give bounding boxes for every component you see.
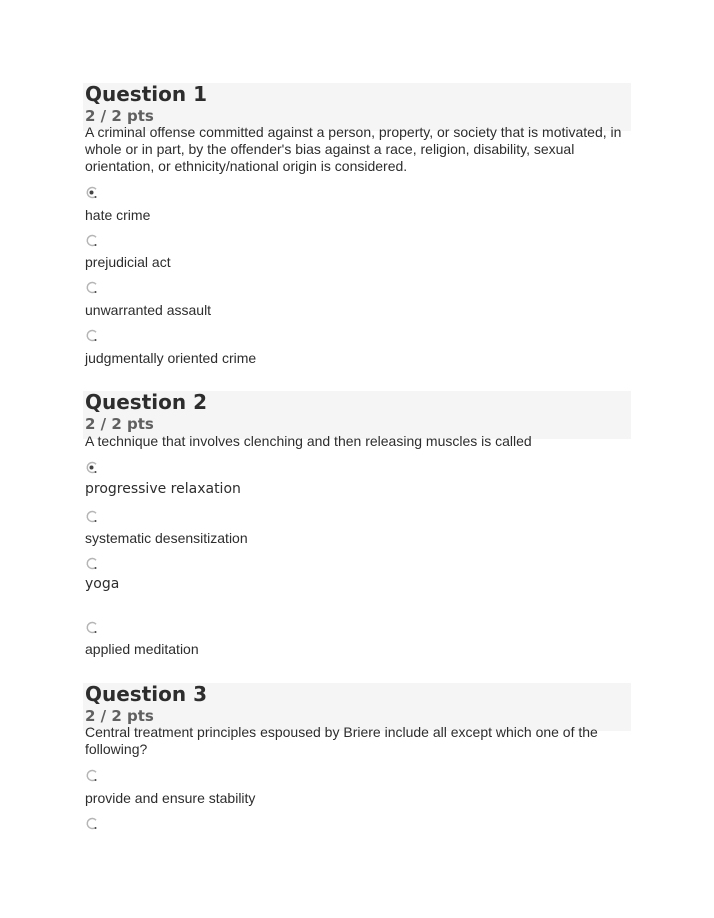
- answer-option[interactable]: hate crime: [85, 207, 151, 223]
- question-text: Central treatment principles espoused by Briere include all except which one of the following?: [85, 724, 598, 757]
- answer-option[interactable]: prejudicial act: [85, 254, 171, 270]
- radio-unselected-icon[interactable]: [85, 510, 98, 523]
- question-points: 2 / 2 pts: [85, 107, 154, 125]
- answer-option[interactable]: unwarranted assault: [85, 302, 212, 318]
- question-title: Question 3: [85, 682, 207, 706]
- answer-option[interactable]: applied meditation: [85, 641, 199, 657]
- question-text: A technique that involves clenching and then releasing muscles is called: [85, 433, 532, 449]
- radio-unselected-icon[interactable]: [85, 769, 98, 782]
- radio-unselected-icon[interactable]: [85, 329, 98, 342]
- radio-unselected-icon[interactable]: [85, 621, 98, 634]
- question-points: 2 / 2 pts: [85, 707, 154, 725]
- answer-option[interactable]: provide and ensure stability: [85, 790, 256, 806]
- question-title: Question 1: [85, 82, 207, 106]
- radio-selected-icon[interactable]: [85, 461, 98, 474]
- question-title: Question 2: [85, 390, 207, 414]
- question-text: A criminal offense committed against a person, property, or society that is motivated, in whole or in part, by the offender's bias against a race, religion, disability, sexual orientation, or ethnicity/national origin is considered.: [85, 124, 622, 174]
- radio-unselected-icon[interactable]: [85, 817, 98, 830]
- radio-unselected-icon[interactable]: [85, 234, 98, 247]
- answer-option[interactable]: systematic desensitization: [85, 530, 248, 546]
- answer-option[interactable]: progressive relaxation: [85, 481, 241, 497]
- question-header: [83, 391, 631, 439]
- question-points: 2 / 2 pts: [85, 415, 154, 433]
- radio-selected-icon[interactable]: [85, 186, 98, 199]
- answer-option[interactable]: judgmentally oriented crime: [85, 350, 257, 366]
- radio-unselected-icon[interactable]: [85, 557, 98, 570]
- answer-option[interactable]: yoga: [85, 576, 120, 592]
- radio-unselected-icon[interactable]: [85, 281, 98, 294]
